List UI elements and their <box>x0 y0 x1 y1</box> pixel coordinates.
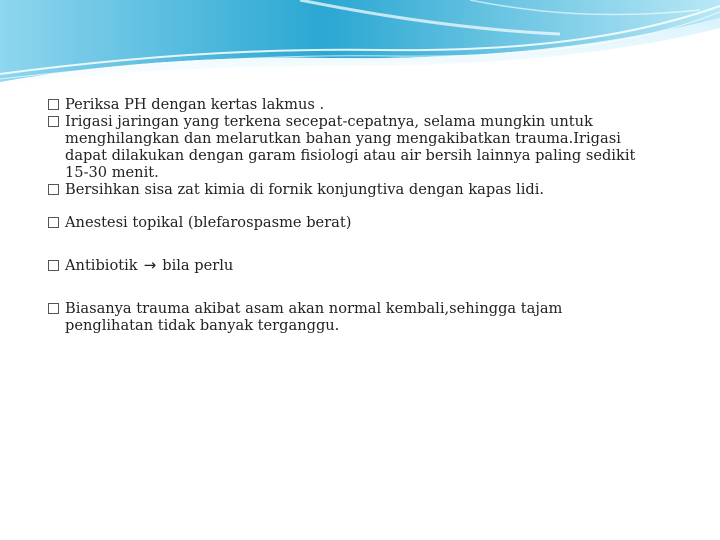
square-bullet-icon <box>48 217 59 228</box>
square-bullet-icon <box>48 99 59 110</box>
list-item-text: Periksa PH dengan kertas lakmus . <box>65 96 325 113</box>
list-item <box>48 181 648 198</box>
spacer <box>48 274 648 300</box>
list-item-text <box>65 257 233 274</box>
slide-content <box>48 96 648 334</box>
list-item <box>48 113 648 181</box>
antibiotik-label: Antibiotik <box>65 257 138 274</box>
bullet-group <box>48 96 648 198</box>
spacer <box>48 198 648 214</box>
list-item <box>48 257 648 274</box>
list-item <box>48 300 648 334</box>
header-wave-decoration <box>0 0 720 90</box>
list-item <box>48 96 648 113</box>
bila-perlu-label: bila perlu <box>162 257 234 274</box>
bullet-group <box>48 214 648 231</box>
square-bullet-icon <box>48 116 59 127</box>
list-item <box>48 214 648 231</box>
list-item-text: Bersihkan sisa zat kimia di fornik konjungtiva dengan kapas lidi. <box>65 181 545 198</box>
square-bullet-icon <box>48 184 59 195</box>
bullet-group <box>48 300 648 334</box>
list-item-text: Anestesi topikal (blefarospasme berat) <box>65 214 352 231</box>
right-arrow-icon: → <box>143 256 157 274</box>
list-item-text: Irigasi jaringan yang terkena secepat-cepatnya, selama mungkin untuk menghilangkan dan melarutkan bahan yang mengakibatkan trauma.Irigasi dapat dilakukan dengan garam fisiologi atau air bersih lainnya paling sedikit 15-30 menit. <box>65 113 636 181</box>
spacer <box>48 231 648 257</box>
list-item-text: Biasanya trauma akibat asam akan normal kembali,sehingga tajam penglihatan tidak banyak terganggu. <box>65 300 563 334</box>
square-bullet-icon <box>48 260 59 271</box>
square-bullet-icon <box>48 303 59 314</box>
bullet-group <box>48 257 648 274</box>
